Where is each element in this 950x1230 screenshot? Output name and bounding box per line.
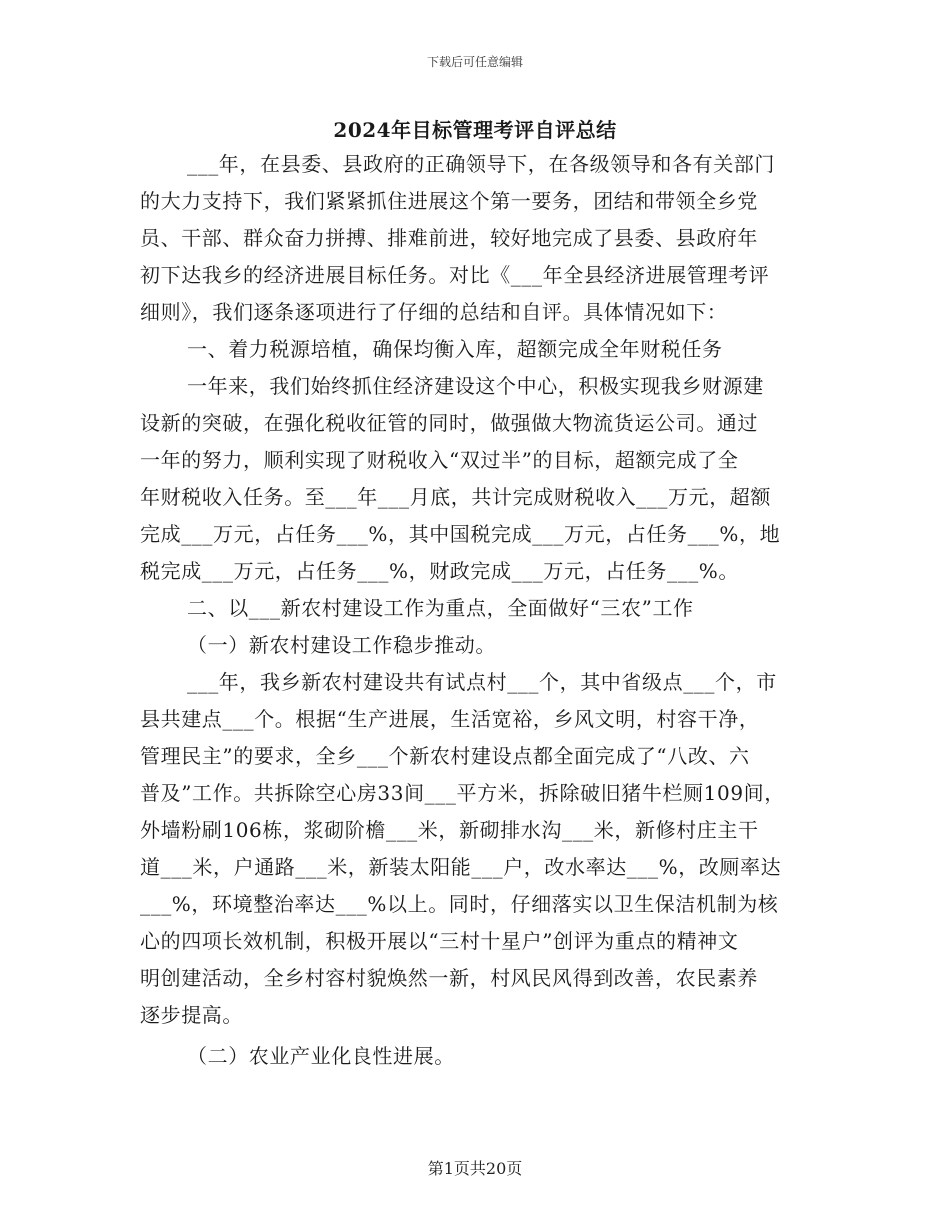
body-line: ___%，环境整治率达___%以上。同时，仔细落实以卫生保洁机制为核: [140, 892, 779, 916]
body-line: ___年，在县委、县政府的正确领导下，在各级领导和各有关部门: [187, 152, 775, 176]
body-line: 逐步提高。: [140, 1003, 243, 1027]
body-line: 设新的突破，在强化税收征管的同时，做强做大物流货运公司。通过: [140, 411, 758, 435]
body-line: 初下达我乡的经济进展目标任务。对比《___年全县经济进展管理考评: [140, 263, 770, 287]
body-line: 外墙粉刷106栋，浆砌阶檐___米，新砌排水沟___米，新修村庄主干: [140, 818, 759, 842]
body-line: 一年来，我们始终抓住经济建设这个中心，积极实现我乡财源建: [187, 374, 764, 398]
subsection-heading: （二）农业产业化良性进展。: [187, 1044, 455, 1068]
body-line: 县共建点___个。根据“生产进展，生活宽裕，乡风文明，村容干净，: [140, 707, 760, 731]
body-line: 道___米，户通路___米，新装太阳能___户，改水率达___%，改厕率达: [140, 855, 782, 879]
body-line: 心的四项长效机制，积极开展以“三村十星户”创评为重点的精神文: [140, 929, 739, 953]
body-line: 普及”工作。共拆除空心房33间___平方米，拆除破旧猪牛栏厕109间，: [140, 781, 785, 805]
body-line: 完成___万元，占任务___%，其中国税完成___万元，占任务___%，地: [140, 522, 781, 546]
body-line: 明创建活动，全乡村容村貌焕然一新，村风民风得到改善，农民素养: [140, 966, 758, 990]
body-line: 员、干部、群众奋力拼搏、排难前进，较好地完成了县委、县政府年: [140, 226, 758, 250]
body-line: 一年的努力，顺利实现了财税收入“双过半”的目标，超额完成了全: [140, 448, 739, 472]
document-title: 2024年目标管理考评自评总结: [333, 118, 617, 142]
body-line: 细则》，我们逐条逐项进行了仔细的总结和自评。具体情况如下：: [140, 300, 728, 324]
body-line: 税完成___万元，占任务___%，财政完成___万元，占任务___%。: [140, 559, 740, 583]
subsection-heading: （一）新农村建设工作稳步推动。: [187, 633, 496, 657]
page-footer: 第1页共20页: [427, 1159, 523, 1178]
body-line: 管理民主”的要求，全乡___个新农村建设点都全面完成了“八改、六: [140, 744, 750, 768]
header-note: 下载后可任意编辑: [426, 55, 523, 69]
section-heading: 二、以___新农村建设工作为重点，全面做好“三农”工作: [187, 596, 694, 620]
section-heading: 一、着力税源培植，确保均衡入库，超额完成全年财税任务: [187, 337, 723, 361]
body-line: 的大力支持下，我们紧紧抓住进展这个第一要务，团结和带领全乡党: [140, 189, 758, 213]
body-line: 年财税收入任务。至___年___月底，共计完成财税收入___万元，超额: [140, 485, 771, 509]
body-line: ___年，我乡新农村建设共有试点村___个，其中省级点___个，市: [187, 670, 777, 694]
